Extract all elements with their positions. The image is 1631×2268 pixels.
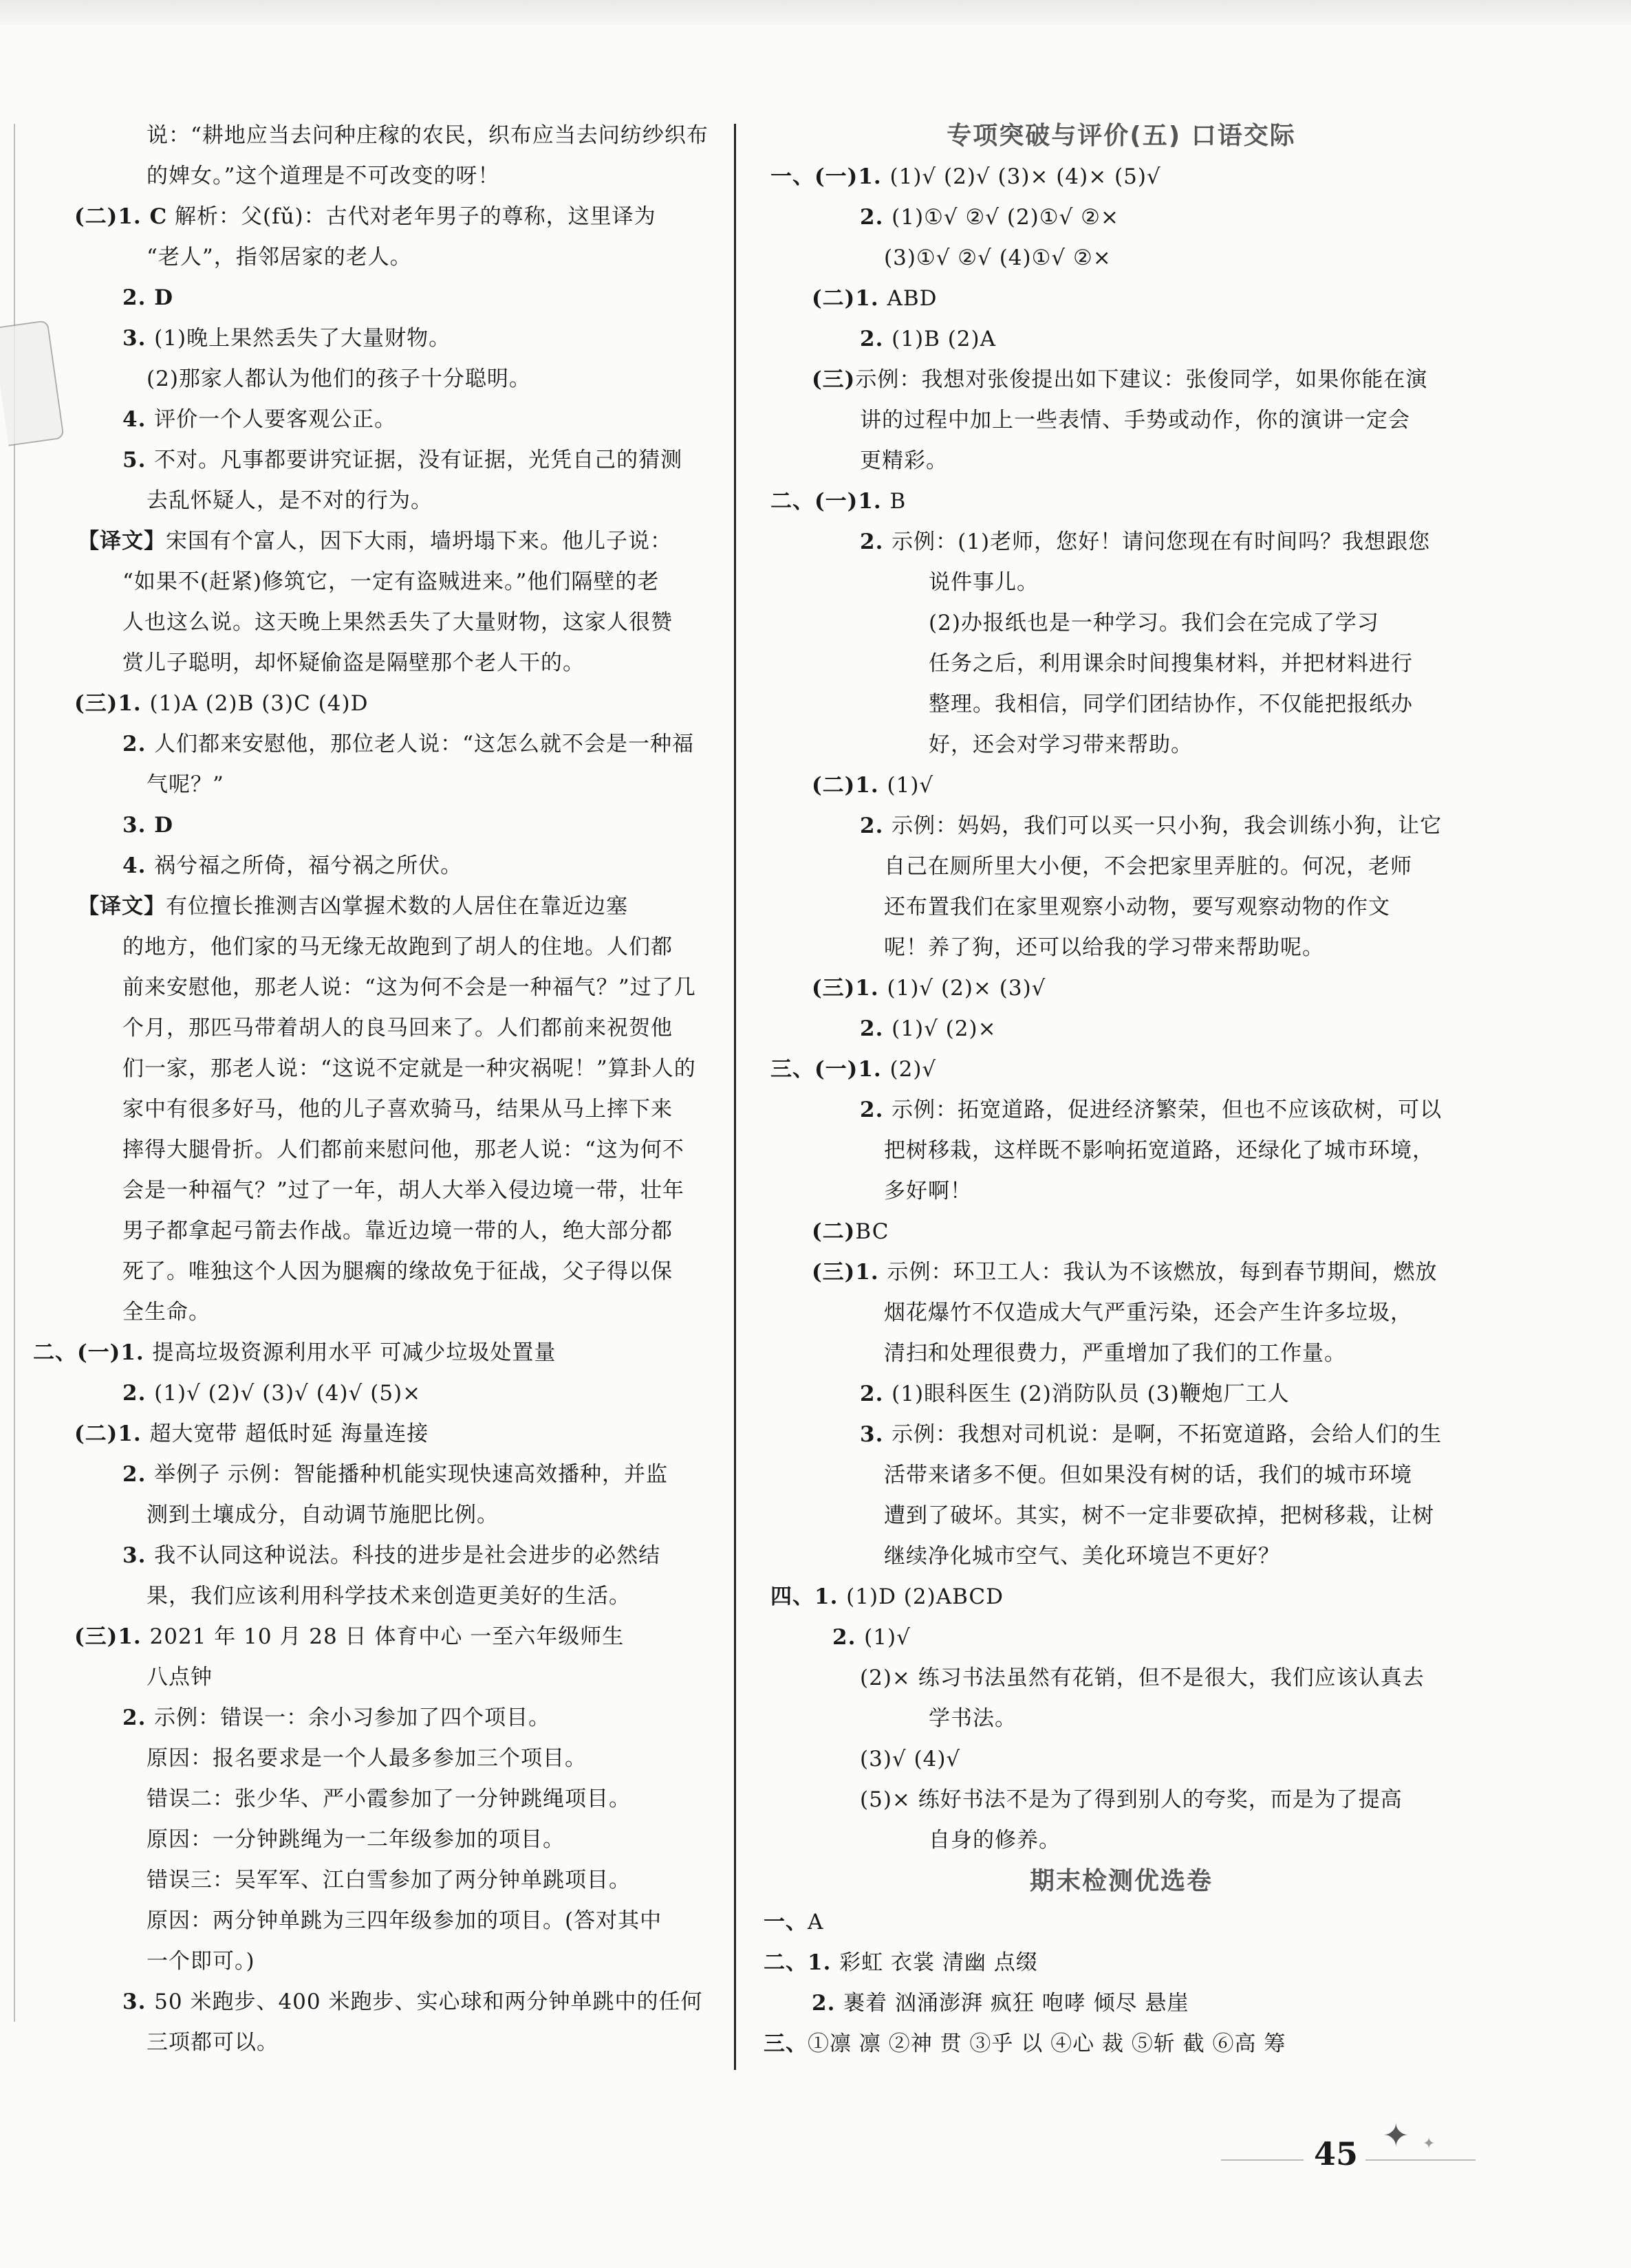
- answer-line: [757, 1252, 1486, 1293]
- answer-line: [33, 440, 721, 481]
- answer-text: 家中有很多好马，他的儿子喜欢骑马，结果从马上摔下来: [122, 1097, 673, 1122]
- answer-text: (1)晚上果然丢失了大量财物。: [154, 326, 451, 351]
- answer-line: [757, 1820, 1486, 1861]
- answer-label: 三、(一)1.: [770, 1057, 890, 1082]
- answer-line: [33, 1414, 721, 1454]
- answer-line: [33, 886, 721, 927]
- answer-label: 四、1.: [770, 1584, 847, 1609]
- answer-text: BC: [855, 1219, 889, 1244]
- answer-text: 我不认同这种说法。科技的进步是社会进步的必然结: [154, 1543, 661, 1568]
- answer-label: (二)1.: [74, 1421, 150, 1446]
- answer-label: (三)1.: [812, 1260, 887, 1285]
- answer-line: [33, 684, 721, 724]
- answer-line: [757, 1983, 1486, 2024]
- answer-line: [33, 116, 721, 156]
- answer-label: 2.: [860, 814, 892, 838]
- answer-line: [33, 1779, 721, 1820]
- answer-label: 【译文】: [78, 894, 166, 919]
- answer-text: 裹着 汹涌澎湃 疯狂 咆哮 倾尽 悬崖: [843, 1991, 1189, 2016]
- answer-line: [757, 319, 1486, 360]
- answer-line: [757, 1780, 1486, 1820]
- answer-line: [33, 1738, 721, 1779]
- answer-label: (二)1.: [812, 773, 887, 798]
- answer-text: 讲的过程中加上一些表情、手势或动作，你的演讲一定会: [860, 408, 1410, 433]
- answer-text: 们一家，那老人说：“这说不定就是一种灾祸呢！”算卦人的: [122, 1056, 696, 1081]
- answer-label: 3.: [122, 1543, 155, 1568]
- answer-label: 4.: [122, 853, 155, 878]
- answer-text: 测到土壤成分，自动调节施肥比例。: [147, 1503, 499, 1527]
- answer-line: [757, 1658, 1486, 1699]
- answer-text: 更精彩。: [860, 448, 948, 473]
- answer-label: 5.: [122, 448, 155, 472]
- answer-label: 2.: [860, 327, 892, 351]
- answer-text: 全生命。: [122, 1300, 210, 1324]
- answer-text: 学书法。: [929, 1706, 1017, 1731]
- answer-text: (1)√ (2)√ (3)√ (4)√ (5)×: [154, 1381, 422, 1406]
- answer-text: 错误三：吴军军、江白雪参加了两分钟单跳项目。: [147, 1868, 631, 1893]
- answer-line: [757, 1415, 1486, 1455]
- answer-line: [757, 1536, 1486, 1577]
- answer-line: [757, 603, 1486, 644]
- answer-line: [757, 481, 1486, 522]
- answer-label: 2.: [860, 1382, 892, 1406]
- answer-text: 示例：我想对张俊提出如下建议：张俊同学，如果你能在演: [855, 367, 1428, 392]
- answer-line: [757, 1617, 1486, 1658]
- answer-label: 2. D: [122, 285, 174, 310]
- answer-text: 好，还会对学习带来帮助。: [929, 732, 1193, 757]
- answer-text: 把树移栽，这样既不影响拓宽道路，还绿化了城市环境，: [884, 1138, 1434, 1163]
- answer-text: 50 米跑步、400 米跑步、实心球和两分钟单跳中的任何: [154, 1989, 703, 2014]
- answer-text: 一个即可。): [147, 1949, 255, 1974]
- answer-label: 4.: [122, 407, 155, 432]
- answer-text: “如果不(赶紧)修筑它，一定有盗贼进来。”他们隔壁的老: [122, 569, 660, 594]
- answer-line: [33, 1698, 721, 1738]
- answer-line: [33, 1252, 721, 1292]
- answer-line: [33, 968, 721, 1008]
- answer-text: 八点钟: [147, 1665, 213, 1690]
- answer-line: [757, 279, 1486, 319]
- answer-line: [757, 1212, 1486, 1252]
- answer-text: 死了。唯独这个人因为腿瘸的缘故免于征战，父子得以保: [122, 1259, 673, 1284]
- section-title: 期末检测优选卷: [1029, 1867, 1213, 1895]
- answer-text: 示例：妈妈，我们可以买一只小狗，我会训练小狗，让它: [892, 814, 1443, 838]
- answer-text: 个月，那匹马带着胡人的良马回来了。人们都前来祝贺他: [122, 1016, 673, 1040]
- answer-line: [757, 887, 1486, 928]
- answer-label: 3. D: [122, 813, 174, 838]
- answer-label: 二、1.: [764, 1950, 840, 1975]
- page-number: 45: [1314, 2135, 1359, 2172]
- right-column: [757, 116, 1486, 2064]
- answer-label: 3.: [122, 1989, 155, 2014]
- answer-line: [757, 1009, 1486, 1049]
- answer-text: 祸兮福之所倚，福兮祸之所伏。: [154, 853, 463, 878]
- answer-label: (三): [812, 367, 856, 392]
- small-star-icon: ✦: [1423, 2135, 1436, 2152]
- answer-line: [757, 1496, 1486, 1536]
- answer-line: [33, 2022, 721, 2063]
- answer-text: 提高垃圾资源利用水平 可减少垃圾处置量: [152, 1340, 557, 1365]
- answer-line: [33, 765, 721, 805]
- answer-text: 有位擅长推测吉凶掌握术数的人居住在靠近边塞: [166, 894, 628, 919]
- answer-text: 烟花爆竹不仅造成大气严重污染，还会产生许多垃圾，: [884, 1300, 1412, 1325]
- answer-line: [33, 318, 721, 359]
- answer-text: 示例：拓宽道路，促进经济繁荣，但也不应该砍树，可以: [892, 1098, 1443, 1122]
- answer-line: [757, 563, 1486, 603]
- answer-line: [757, 644, 1486, 684]
- answer-text: 原因：一分钟跳绳为一二年级参加的项目。: [147, 1827, 565, 1852]
- answer-text: 三项都可以。: [147, 2030, 279, 2055]
- answer-line: [757, 1739, 1486, 1780]
- answer-text: 摔得大腿骨折。人们都前来慰问他，那老人说：“这为何不: [122, 1137, 684, 1162]
- answer-line: [33, 1089, 721, 1130]
- answer-text: ①凛 凛 ②神 贯 ③乎 以 ④心 裁 ⑤斩 截 ⑥高 筹: [808, 2031, 1286, 2056]
- answer-line: [757, 1131, 1486, 1171]
- page-number-rule-right: [1365, 2159, 1476, 2161]
- answer-text: 解析：父(fǔ)：古代对老年男子的尊称，这里译为: [167, 204, 656, 229]
- answer-text: (1)①√ ②√ (2)①√ ②×: [892, 205, 1119, 230]
- answer-text: (1)√ (2)×: [892, 1016, 997, 1041]
- answer-label: 3.: [860, 1422, 892, 1447]
- answer-text: (2)√: [889, 1057, 937, 1082]
- answer-line: [33, 1292, 721, 1333]
- answer-text: 的地方，他们家的马无缘无故跑到了胡人的住地。人们都: [122, 935, 673, 959]
- answer-text: 人也这么说。这天晚上果然丢失了大量财物，这家人很赞: [122, 610, 673, 635]
- answer-line: [757, 928, 1486, 968]
- answer-line: [33, 846, 721, 886]
- answer-text: 示例：(1)老师，您好！请问您现在有时间吗？我想跟您: [892, 530, 1431, 554]
- answer-text: “老人”，指邻居家的老人。: [147, 245, 412, 270]
- answer-line: [33, 400, 721, 440]
- answer-text: A: [808, 1910, 824, 1934]
- answer-text: (2)那家人都认为他们的孩子十分聪明。: [147, 367, 531, 391]
- answer-line: [757, 157, 1486, 197]
- answer-line: [33, 1008, 721, 1049]
- scan-top-band: [0, 0, 1631, 25]
- answer-text: (1)B (2)A: [892, 327, 997, 351]
- answer-line: [757, 1902, 1486, 1943]
- answer-text: 示例：环卫工人：我认为不该燃放，每到春节期间，燃放: [887, 1260, 1438, 1285]
- answer-line: [33, 1454, 721, 1495]
- answer-line: [33, 1170, 721, 1211]
- answer-label: 2.: [122, 1462, 155, 1487]
- answer-line: [33, 805, 721, 846]
- answer-text: (1)√ (2)× (3)√: [887, 976, 1046, 1001]
- answer-line: [757, 197, 1486, 238]
- answer-text: 原因：报名要求是一个人最多参加三个项目。: [147, 1746, 587, 1771]
- answer-text: 不对。凡事都要讲究证据，没有证据，光凭自己的猜测: [154, 448, 683, 472]
- answer-line: [33, 643, 721, 684]
- answer-line: [757, 1943, 1486, 1983]
- answer-text: (2)× 练习书法虽然有花销，但不是很大，我们应该认真去: [860, 1666, 1425, 1690]
- answer-line: [33, 1617, 721, 1657]
- answer-text: 会是一种福气？”过了一年，胡人大举入侵边境一带，壮年: [122, 1178, 684, 1203]
- answer-line: [757, 238, 1486, 279]
- left-column: [33, 116, 721, 2063]
- answer-label: 2.: [122, 732, 155, 756]
- answer-line: [33, 237, 721, 278]
- answer-line: [33, 1657, 721, 1698]
- answer-text: (5)× 练好书法不是为了得到别人的夸奖，而是为了提高: [860, 1787, 1403, 1812]
- answer-label: 二、(一)1.: [770, 489, 890, 514]
- answer-text: 2021 年 10 月 28 日 体育中心 一至六年级师生: [149, 1624, 625, 1649]
- answer-line: [757, 2024, 1486, 2064]
- answer-text: 果，我们应该利用科学技术来创造更美好的生活。: [147, 1584, 631, 1609]
- answer-text: 活带来诸多不便。但如果没有树的话，我们的城市环境: [884, 1463, 1412, 1487]
- answer-line: [33, 521, 721, 562]
- answer-text: 气呢？”: [147, 772, 224, 797]
- answer-label: 一、(一)1.: [770, 164, 890, 189]
- answer-label: 2.: [122, 1705, 155, 1730]
- answer-text: 清扫和处理很费力，严重增加了我们的工作量。: [884, 1341, 1346, 1366]
- answer-line: [33, 1820, 721, 1860]
- answer-text: 超大宽带 超低时延 海量连接: [149, 1421, 429, 1446]
- answer-label: (三)1.: [812, 976, 887, 1001]
- answer-text: 呢！养了狗，还可以给我的学习带来帮助呢。: [884, 935, 1324, 960]
- answer-label: (三)1.: [74, 691, 150, 716]
- answer-text: 人们都来安慰他，那位老人说：“这怎么就不会是一种福: [154, 732, 695, 756]
- answer-line: [757, 725, 1486, 765]
- answer-line: [757, 1374, 1486, 1415]
- answer-text: 去乱怀疑人，是不对的行为。: [147, 488, 433, 513]
- answer-label: 2.: [860, 205, 892, 230]
- answer-label: 2.: [812, 1991, 844, 2016]
- column-divider: [734, 124, 736, 2070]
- star-icon: ✦: [1383, 2117, 1409, 2154]
- answer-line: [757, 400, 1486, 441]
- answer-line: [757, 522, 1486, 563]
- answer-label: (二)1.: [812, 286, 887, 311]
- answer-line: [757, 1333, 1486, 1374]
- answer-line: [33, 724, 721, 765]
- answer-text: 错误二：张少华、严小霞参加了一分钟跳绳项目。: [147, 1787, 631, 1811]
- answer-text: (1)√: [864, 1625, 911, 1650]
- answer-label: 【译文】: [78, 529, 166, 554]
- answer-line: [33, 1211, 721, 1252]
- answer-text: 的婢女。”这个道理是不可改变的呀！: [147, 164, 500, 188]
- answer-line: [33, 927, 721, 968]
- answer-text: 说：“耕地应当去问种庄稼的农民，织布应当去问纺纱织布: [147, 123, 709, 148]
- answer-text: 前来安慰他，那老人说：“这为何不会是一种福气？”过了几: [122, 975, 696, 1000]
- answer-text: 宋国有个富人，因下大雨，墙坍塌下来。他儿子说：: [166, 529, 672, 554]
- answer-text: (1)√ (2)√ (3)× (4)× (5)√: [889, 164, 1161, 189]
- answer-line: [33, 1576, 721, 1617]
- answer-line: [33, 1333, 721, 1373]
- answer-label: (三)1.: [74, 1624, 150, 1649]
- answer-text: 遭到了破坏。其实，树不一定非要砍掉，把树移栽，让树: [884, 1503, 1434, 1528]
- answer-text: (3)①√ ②√ (4)①√ ②×: [884, 246, 1112, 270]
- answer-label: 2.: [832, 1625, 865, 1650]
- answer-line: [33, 562, 721, 602]
- answer-text: 自己在厕所里大小便，不会把家里弄脏的。何况，老师: [884, 854, 1412, 879]
- answer-text: 举例子 示例：智能播种机能实现快速高效播种，并监: [154, 1462, 669, 1487]
- answer-label: 2.: [122, 1381, 155, 1406]
- page-number-rule-left: [1221, 2159, 1304, 2161]
- answer-label: 3.: [122, 326, 155, 351]
- answer-line: [757, 806, 1486, 847]
- answer-text: 原因：两分钟单跳为三四年级参加的项目。(答对其中: [147, 1908, 662, 1933]
- answer-text: 自身的修养。: [929, 1828, 1061, 1853]
- answer-line: [757, 1171, 1486, 1212]
- answer-line: [757, 1455, 1486, 1496]
- answer-line: [757, 1293, 1486, 1333]
- answer-line: [33, 1495, 721, 1536]
- answer-line: [33, 1901, 721, 1941]
- answer-line: [33, 1130, 721, 1170]
- answer-text: (1)A (2)B (3)C (4)D: [149, 691, 369, 716]
- answer-line: [33, 1373, 721, 1414]
- answer-line: [33, 197, 721, 237]
- answer-line: [757, 1577, 1486, 1617]
- answer-text: (1)D (2)ABCD: [846, 1584, 1004, 1609]
- answer-text: 赏儿子聪明，却怀疑偷盗是隔壁那个老人干的。: [122, 651, 585, 675]
- answer-line: [33, 1536, 721, 1576]
- answer-text: 任务之后，利用课余时间搜集材料，并把材料进行: [929, 651, 1413, 676]
- answer-line: [33, 1860, 721, 1901]
- answer-label: 2.: [860, 1016, 892, 1041]
- answer-text: B: [889, 489, 907, 514]
- answer-text: 继续净化城市空气、美化环境岂不更好？: [884, 1544, 1280, 1569]
- answer-label: 一、: [764, 1910, 808, 1934]
- answer-label: (二): [812, 1219, 856, 1244]
- answer-line: [33, 602, 721, 643]
- answer-label: (二)1. C: [74, 204, 168, 229]
- answer-label: 二、(一)1.: [33, 1340, 153, 1365]
- answer-line: [757, 847, 1486, 887]
- answer-text: (1)√: [887, 773, 934, 798]
- answer-text: 示例：我想对司机说：是啊，不拓宽道路，会给人们的生: [892, 1422, 1443, 1447]
- answer-line: [757, 1090, 1486, 1131]
- answer-text: 整理。我相信，同学们团结协作，不仅能把报纸办: [929, 692, 1413, 717]
- answer-text: (1)眼科医生 (2)消防队员 (3)鞭炮厂工人: [892, 1382, 1290, 1406]
- answer-line: [757, 441, 1486, 481]
- answer-line: [757, 765, 1486, 806]
- answer-text: 还布置我们在家里观察小动物，要写观察动物的作文: [884, 895, 1390, 919]
- answer-line: [33, 156, 721, 197]
- answer-label: 2.: [860, 530, 892, 554]
- answer-line: [33, 481, 721, 521]
- answer-line: [33, 359, 721, 400]
- answer-line: [757, 684, 1486, 725]
- answer-line: [757, 360, 1486, 400]
- answer-line: [33, 1982, 721, 2022]
- answer-text: (3)√ (4)√: [860, 1747, 961, 1771]
- answer-text: 多好啊！: [884, 1179, 972, 1203]
- answer-line: [33, 1049, 721, 1089]
- answer-label: 三、: [764, 2031, 808, 2056]
- answer-line: [757, 1049, 1486, 1090]
- answer-text: 评价一个人要客观公正。: [154, 407, 397, 432]
- answer-text: 男子都拿起弓箭去作战。靠近边境一带的人，绝大部分都: [122, 1219, 673, 1243]
- answer-text: (2)办报纸也是一种学习。我们会在完成了学习: [929, 611, 1379, 635]
- answer-label: 2.: [860, 1098, 892, 1122]
- answer-line: [33, 1941, 721, 1982]
- answer-text: 彩虹 衣裳 清幽 点缀: [839, 1950, 1038, 1975]
- answer-text: 示例：错误一：余小习参加了四个项目。: [154, 1705, 551, 1730]
- section-title: 专项突破与评价(五) 口语交际: [947, 122, 1296, 150]
- answer-line: [33, 278, 721, 318]
- answer-line: [757, 968, 1486, 1009]
- answer-text: ABD: [887, 286, 938, 311]
- answer-text: 说件事儿。: [929, 570, 1039, 595]
- answer-line: [757, 1699, 1486, 1739]
